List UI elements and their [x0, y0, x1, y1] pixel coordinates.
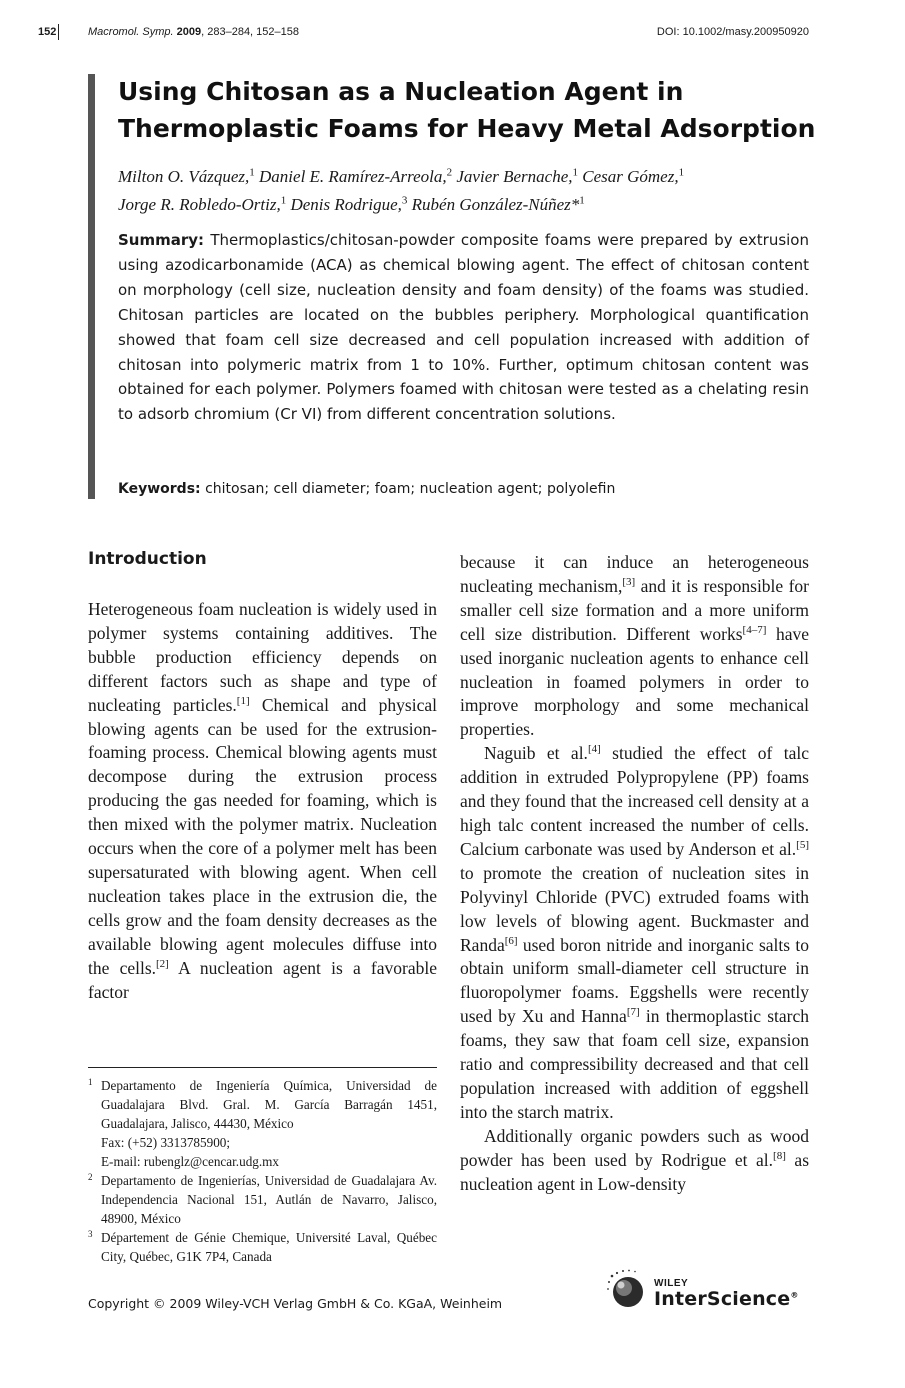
keywords: [118, 478, 809, 500]
logo-wiley-text: WILEY: [654, 1278, 689, 1289]
author: Jorge R. Robledo-Ortiz,$^1$: [118, 194, 287, 215]
journal-citation: [88, 26, 299, 38]
footnote-rule: [88, 1067, 437, 1068]
right-column-text: [460, 551, 809, 1196]
left-column-text: [88, 598, 437, 1004]
citation-ref: [8]: [773, 1149, 786, 1162]
author: Rubén González-Núñez*$^1$: [411, 194, 585, 215]
footnotes: [88, 1076, 437, 1266]
journal-name: Macromol. Symp.: [88, 26, 174, 38]
citation-ref: [4]: [587, 743, 601, 756]
author: Javier Bernache,$^1$: [456, 166, 579, 186]
journal-volume-pages: , 283–284, 152–158: [201, 26, 299, 38]
doi: DOI: 10.1002/masy.200950920: [656, 26, 809, 38]
footnote-affiliation-3: 3 Département de Génie Chemique, Université Laval, Québec City, Québec, G1K 7P4, Canada: [88, 1229, 437, 1264]
citation-ref: [3]: [622, 576, 636, 589]
abstract-sidebar-bar: [88, 74, 95, 499]
header-divider: [58, 24, 59, 40]
section-heading-introduction: Introduction: [88, 549, 207, 569]
author: Cesar Gómez,$^1$: [582, 166, 685, 186]
author-list: [118, 160, 818, 217]
journal-year: 2009: [176, 26, 202, 38]
wiley-interscience-logo: [606, 1268, 816, 1314]
citation-ref: [6]: [504, 934, 518, 947]
author: Denis Rodrigue,$^3$: [290, 194, 408, 215]
footnote-affiliation-2: 2 Departamento de Ingenierías, Universidad de Guadalajara Av. Independencia Nacional 151, Autlán de Navarro, Jalisco, 48900, México: [88, 1172, 437, 1226]
paragraph: Heterogeneous foam nucleation is widely used in polymer systems containing additives. The bubble production efficiency depends on different factors such as shape and type of nucleating particles.[1] Chemical and physical blowing agents can be used for the extrusion-foaming process. Chemical blowing agents must decompose during the extrusion process producing the gas needed for foaming, which is then mixed with the polymer matrix. Nucleation occurs when the core of a polymer melt has been supersaturated with blowing agent. When cell nucleation takes place in the extrusion die, the cells grow and the foam density decreases as the available blowing agent molecules diffuse into the cells.[2] A nucleation agent is a favorable factor: [88, 599, 437, 1002]
keywords-label: Keywords:: [118, 481, 201, 497]
globe-icon: [606, 1268, 652, 1314]
logo-interscience-text: InterScience®: [654, 1288, 799, 1310]
citation-ref: [1]: [236, 694, 250, 707]
running-header: [0, 26, 905, 42]
summary-label: Summary:: [118, 231, 205, 249]
page-number: 152: [38, 26, 57, 38]
citation-ref: [5]: [796, 839, 809, 852]
citation-ref: [4–7]: [742, 623, 767, 636]
author: Milton O. Vázquez,$^1$: [118, 166, 255, 186]
citation-ref: [7]: [626, 1006, 640, 1019]
abstract-summary: [118, 228, 809, 427]
keywords-text: chitosan; cell diameter; foam; nucleation agent; polyolefin: [205, 481, 616, 497]
paragraph: Additionally organic powders such as wood powder has been used by Rodrigue et al.[8] as nucleation agent in Low-density: [460, 1125, 810, 1194]
citation-ref: [2]: [156, 957, 169, 970]
footnote-affiliation-1: 1 Departamento de Ingeniería Química, Universidad de Guadalajara Blvd. Gral. M. García Barragán 1451, Guadalajara, Jalisco, 44430, México Fax: (+52) 3313785900; E-mail: rubenglz@cencar.udg.mx: [88, 1077, 437, 1169]
paragraph: Naguib et al.[4] studied the effect of talc addition in extruded Polypropylene (PP) foams and they found that the increased cell density at a high talc content increased the number of cells. Calcium carbonate was used by Anderson et al.[5] to promote the creation of nucleation sites in Polyvinyl Chloride (PVC) extruded foams with low levels of blowing agent. Buckmaster and Randa[6] used boron nitride and inorganic salts to obtain uniform small-diameter cell structure in fluoropolymer foams. Eggshells were recently used by Xu and Hanna[7] in thermoplastic starch foams, they saw that foam cell size, expansion ratio and compressibility decreased and that cell population increased with addition of eggshell into the starch matrix.: [460, 743, 809, 1122]
article-title: Using Chitosan as a Nucleation Agent in Thermoplastic Foams for Heavy Metal Adsorption: [118, 77, 816, 143]
summary-text: Thermoplastics/chitosan-powder composite foams were prepared by extrusion using azodicarbonamide (ACA) as chemical blowing agent. The effect of chitosan content on morphology (cell size, nucleation density and foam density) of the foams was studied. Chitosan particles are located on the bubbles periphery. Morphological quantification showed that foam cell size decreased and cell population increased with addition of chitosan into polymeric matrix from 1 to 10%. Further, optimum chitosan content was obtained for each polymer. Polymers foamed with chitosan were tested as a chelating resin to adsorb chromium (Cr VI) from different concentration solutions.: [118, 231, 809, 424]
author: Daniel E. Ramírez-Arreola,$^2$: [259, 166, 453, 186]
paragraph: because it can induce an heterogeneous nucleating mechanism,[3] and it is responsible for smaller cell size formation and a more uniform cell size distribution. Different works[4–7] have used inorganic nucleation agents to enhance cell nucleation in foamed polymers in order to improve morphology and some mechanical properties.: [460, 552, 809, 740]
copyright-notice: Copyright © 2009 Wiley-VCH Verlag GmbH & Co. KGaA, Weinheim: [88, 1296, 503, 1311]
